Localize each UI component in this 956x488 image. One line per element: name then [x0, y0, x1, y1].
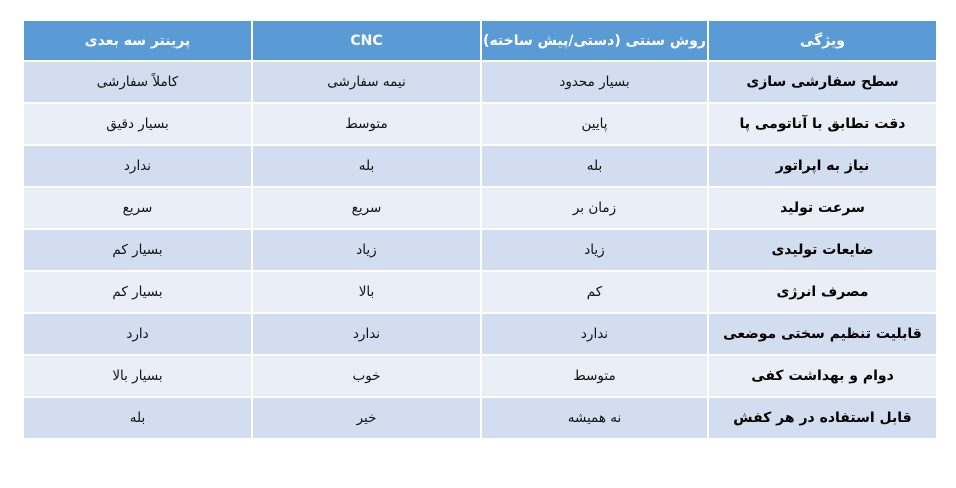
cell-3d-printer: بسیار کم — [24, 272, 253, 314]
table-row — [24, 356, 938, 398]
header-cnc: CNC — [253, 21, 482, 62]
table-row — [24, 272, 938, 314]
table-header-row — [24, 21, 938, 62]
cell-traditional: زیاد — [482, 230, 709, 272]
cell-traditional: نه همیشه — [482, 398, 709, 440]
cell-3d-printer: بسیار بالا — [24, 356, 253, 398]
cell-traditional: بسیار محدود — [482, 62, 709, 104]
cell-cnc: خیر — [253, 398, 482, 440]
cell-traditional: زمان بر — [482, 188, 709, 230]
cell-cnc: بله — [253, 146, 482, 188]
row-feature-label: سرعت تولید — [709, 188, 938, 230]
header-feature: ویژگی — [709, 21, 938, 62]
cell-3d-printer: بسیار کم — [24, 230, 253, 272]
cell-3d-printer: سریع — [24, 188, 253, 230]
cell-cnc: ندارد — [253, 314, 482, 356]
header-3d-printer: پرینتر سه بعدی — [24, 21, 253, 62]
table-row — [24, 188, 938, 230]
table-row — [24, 398, 938, 440]
row-feature-label: قابلیت تنظیم سختی موضعی — [709, 314, 938, 356]
row-feature-label: مصرف انرژی — [709, 272, 938, 314]
cell-cnc: سریع — [253, 188, 482, 230]
table-row — [24, 62, 938, 104]
table-row — [24, 230, 938, 272]
cell-traditional: پایین — [482, 104, 709, 146]
cell-cnc: متوسط — [253, 104, 482, 146]
cell-3d-printer: دارد — [24, 314, 253, 356]
row-feature-label: دوام و بهداشت کفی — [709, 356, 938, 398]
row-feature-label: نیاز به اپراتور — [709, 146, 938, 188]
cell-3d-printer: کاملاً سفارشی — [24, 62, 253, 104]
table-row — [24, 104, 938, 146]
table-row — [24, 146, 938, 188]
cell-3d-printer: بسیار دقیق — [24, 104, 253, 146]
cell-traditional: بله — [482, 146, 709, 188]
cell-3d-printer: بله — [24, 398, 253, 440]
cell-traditional: متوسط — [482, 356, 709, 398]
table-row — [24, 314, 938, 356]
cell-cnc: نیمه سفارشی — [253, 62, 482, 104]
cell-3d-printer: ندارد — [24, 146, 253, 188]
header-traditional-method: روش سنتی (دستی/پیش ساخته) — [482, 21, 709, 62]
cell-cnc: خوب — [253, 356, 482, 398]
comparison-table-container — [24, 21, 938, 440]
cell-cnc: بالا — [253, 272, 482, 314]
row-feature-label: سطح سفارشی سازی — [709, 62, 938, 104]
cell-traditional: کم — [482, 272, 709, 314]
comparison-table — [24, 21, 938, 440]
row-feature-label: دقت تطابق با آناتومی پا — [709, 104, 938, 146]
cell-cnc: زیاد — [253, 230, 482, 272]
cell-traditional: ندارد — [482, 314, 709, 356]
row-feature-label: قابل استفاده در هر کفش — [709, 398, 938, 440]
row-feature-label: ضایعات تولیدی — [709, 230, 938, 272]
